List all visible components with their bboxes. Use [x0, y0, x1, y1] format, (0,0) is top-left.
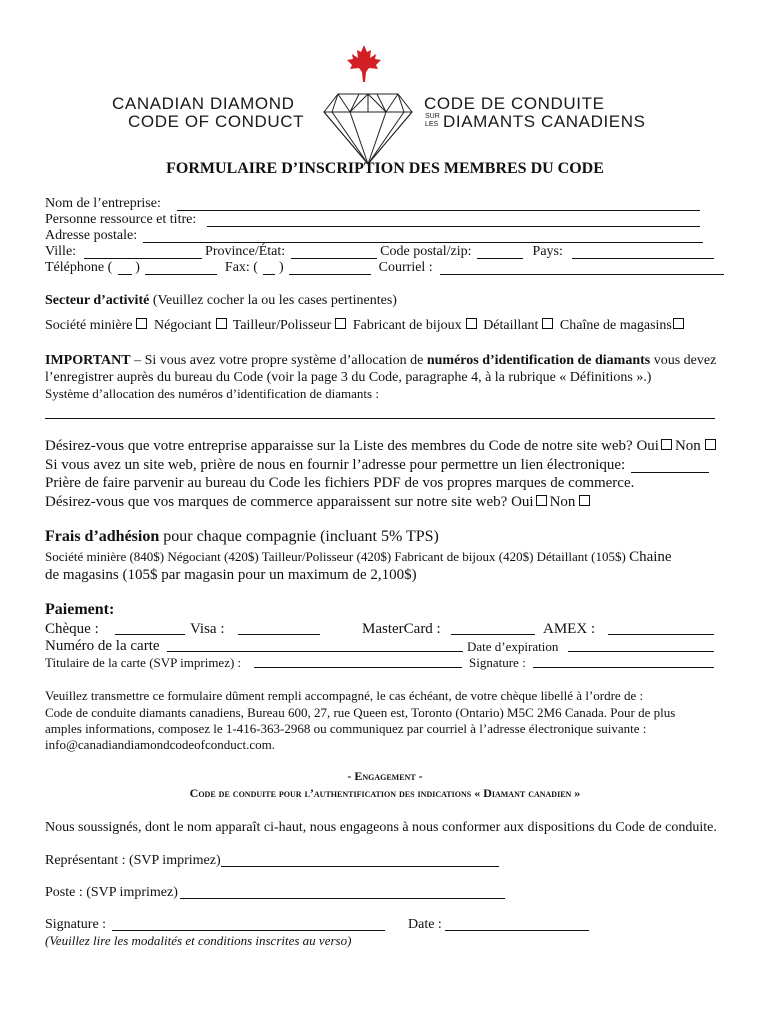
- important-line3: Système d’allocation des numéros d’identification de diamants :: [45, 386, 379, 401]
- company-name-label: Nom de l’entreprise:: [45, 196, 161, 211]
- fax-input[interactable]: [289, 261, 371, 275]
- website-q4-oui: Oui: [511, 494, 534, 510]
- engagement-date-label: Date :: [408, 917, 442, 932]
- sector-heading: Secteur d’activité: [45, 293, 150, 308]
- sector-option-jeweller: Fabricant de bijoux: [352, 318, 462, 333]
- postal-input[interactable]: [477, 245, 523, 259]
- expiry-label: Date d’expiration: [467, 639, 559, 654]
- email-input[interactable]: [440, 261, 724, 275]
- phone-input[interactable]: [145, 261, 217, 275]
- fees-line2: de magasins (105$ par magasin pour un maximum de 2,100$): [45, 567, 417, 583]
- province-input[interactable]: [291, 245, 377, 259]
- position-label: Poste : (SVP imprimez): [45, 885, 178, 900]
- representative-label: Représentant : (SVP imprimez): [45, 853, 221, 868]
- important-text1: – Si vous avez votre propre système d’allocation de: [134, 353, 424, 368]
- visa-input[interactable]: [238, 621, 320, 635]
- amex-label: AMEX :: [543, 621, 596, 637]
- important-label: IMPORTANT: [45, 353, 131, 368]
- checkbox-chain[interactable]: [673, 318, 684, 329]
- form-title: FORMULAIRE D’INSCRIPTION DES MEMBRES DU CODE: [166, 160, 604, 177]
- website-q1-oui: Oui: [636, 438, 659, 454]
- sector-option-chain: Chaîne de magasins: [559, 318, 672, 333]
- diamond-icon: [322, 86, 414, 166]
- checkbox-q1-oui[interactable]: [661, 439, 672, 450]
- maple-leaf-icon: [345, 44, 383, 84]
- diamond-id-system-input[interactable]: [45, 405, 715, 419]
- fax-area-input[interactable]: [263, 261, 275, 275]
- sector-option-dealer: Négociant: [153, 318, 212, 333]
- fax-paren: ): [278, 260, 284, 275]
- fees-heading-row: [45, 528, 439, 546]
- engagement-subheading: Code de conduite pour l’authentification des indications « Diamant canadien »: [189, 786, 581, 800]
- diamond-id-system-row: [45, 402, 715, 420]
- fees-heading: Frais d’adhésion: [45, 528, 160, 545]
- important-line1: [45, 352, 716, 369]
- fax-label: Fax: (: [224, 260, 258, 275]
- payment-methods-row: [45, 620, 99, 638]
- website-q1-non: Non: [674, 438, 701, 454]
- website-q4-text: Désirez-vous que vos marques de commerce apparaissent sur notre site web?: [45, 494, 508, 510]
- important-text2: vous devez: [653, 353, 717, 368]
- address-row: [45, 227, 703, 244]
- website-q1-text: Désirez-vous que votre entreprise apparaisse sur la Liste des membres du Code de notre site web?: [45, 438, 633, 454]
- website-q1: [45, 437, 719, 455]
- engagement-signature-input[interactable]: [112, 917, 385, 931]
- phone-area-input[interactable]: [118, 261, 132, 275]
- checkbox-dealer[interactable]: [216, 318, 227, 329]
- logo-text-en-line1: CANADIAN DIAMOND: [112, 94, 295, 113]
- website-q2-text: Si vous avez un site web, prière de nous en fournir l’adresse pour permettre un lien électronique:: [45, 457, 626, 473]
- checkbox-cutter[interactable]: [335, 318, 346, 329]
- checkbox-q4-oui[interactable]: [536, 495, 547, 506]
- checkbox-q1-non[interactable]: [705, 439, 716, 450]
- payment-heading: Paiement:: [45, 601, 115, 618]
- address-input[interactable]: [143, 229, 703, 243]
- phone-paren: ): [135, 260, 140, 275]
- cheque-label: Chèque :: [45, 621, 99, 637]
- province-label: Province/État:: [205, 244, 286, 259]
- website-q4-non: Non: [549, 494, 576, 510]
- logo-text-en-line2: CODE OF CONDUCT: [128, 112, 305, 131]
- logo-text-fr-les: LES: [425, 121, 439, 128]
- cardholder-label: Titulaire de la carte (SVP imprimez) :: [45, 655, 242, 670]
- contact-input[interactable]: [207, 213, 700, 227]
- contact-row: [45, 211, 700, 228]
- fees-heading-rest: pour chaque compagnie (incluant 5% TPS): [163, 528, 439, 545]
- country-label: Pays:: [532, 244, 563, 259]
- payment-signature-label: Signature :: [469, 655, 526, 670]
- company-name-input[interactable]: [177, 197, 700, 211]
- amex-input[interactable]: [608, 621, 714, 635]
- city-label: Ville:: [45, 244, 77, 259]
- engagement-date-input[interactable]: [445, 917, 589, 931]
- fees-list-end: Chaine: [629, 549, 672, 565]
- website-url-input[interactable]: [631, 459, 709, 473]
- instructions-line1: Veuillez transmettre ce formulaire dûment rempli accompagné, le cas échéant, de votre chèque libellé à l’ordre de :: [45, 688, 644, 703]
- postal-label: Code postal/zip:: [380, 244, 472, 259]
- mastercard-label: MasterCard :: [362, 621, 441, 637]
- sector-option-retailer: Détaillant: [483, 318, 539, 333]
- contact-label: Personne ressource et titre:: [45, 212, 197, 227]
- email-label: Courriel :: [378, 260, 433, 275]
- city-input[interactable]: [84, 245, 202, 259]
- company-name-row: [45, 195, 700, 212]
- engagement-heading: - Engagement -: [347, 769, 423, 783]
- website-q4: [45, 493, 593, 511]
- terms-note: (Veuillez lire les modalités et conditions inscrites au verso): [45, 933, 352, 948]
- checkbox-jeweller[interactable]: [466, 318, 477, 329]
- sector-option-mining: Société minière: [45, 318, 133, 333]
- contact-email: info@canadiandiamondcodeofconduct.com.: [45, 737, 276, 752]
- city-row: [45, 243, 714, 260]
- mastercard-input[interactable]: [451, 621, 535, 635]
- important-line2: l’enregistrer auprès du bureau du Code (voir la page 3 du Code, paragraphe 4, à la rubrique « Définitions ».): [45, 370, 652, 385]
- position-input[interactable]: [180, 885, 505, 899]
- cardholder-input[interactable]: [254, 654, 462, 668]
- sector-instruction: (Veuillez cocher la ou les cases pertinentes): [152, 293, 397, 308]
- website-q3: Prière de faire parvenir au bureau du Code les fichiers PDF de vos propres marques de commerce.: [45, 475, 635, 491]
- logo-text-fr-line1: CODE DE CONDUITE: [424, 94, 605, 113]
- checkbox-retailer[interactable]: [542, 318, 553, 329]
- fees-list: Société minière (840$) Négociant (420$) Tailleur/Polisseur (420$) Fabricant de bijoux (420$) Détaillant (105$): [45, 549, 626, 564]
- visa-label: Visa :: [190, 621, 225, 637]
- instructions-line3: amples informations, composez le 1-416-363-2968 ou communiquez par courriel à l’adresse électronique suivante :: [45, 721, 647, 736]
- fees-line1: [45, 549, 672, 565]
- sector-option-cutter: Tailleur/Polisseur: [232, 318, 332, 333]
- instructions-line2: Code de conduite diamants canadiens, Bureau 600, 27, rue Queen est, Toronto (Ontario) M5C 2M6 Canada. Pour de plus: [45, 705, 676, 720]
- expiry-input[interactable]: [568, 638, 714, 652]
- engagement-statement: Nous soussignés, dont le nom apparaît ci-haut, nous engageons à nous conformer aux dispositions du Code de conduite.: [45, 820, 717, 835]
- logo-text-fr-sur: SUR: [425, 113, 440, 120]
- cheque-input[interactable]: [115, 621, 185, 635]
- website-q2: [45, 456, 709, 474]
- sector-heading-row: [45, 292, 397, 309]
- address-label: Adresse postale:: [45, 228, 138, 243]
- representative-input[interactable]: [221, 853, 499, 867]
- phone-label: Téléphone (: [45, 260, 113, 275]
- important-bold-phrase: numéros d’identification de diamants: [426, 353, 651, 368]
- phone-row: [45, 259, 724, 276]
- logo-text-fr-line2: DIAMANTS CANADIENS: [443, 112, 646, 131]
- checkbox-mining[interactable]: [136, 318, 147, 329]
- checkbox-q4-non[interactable]: [579, 495, 590, 506]
- payment-signature-input[interactable]: [533, 654, 714, 668]
- sector-options: [45, 317, 687, 334]
- card-number-input[interactable]: [167, 638, 463, 652]
- engagement-signature-label: Signature :: [45, 917, 107, 932]
- card-number-label: Numéro de la carte: [45, 638, 160, 654]
- country-input[interactable]: [572, 245, 714, 259]
